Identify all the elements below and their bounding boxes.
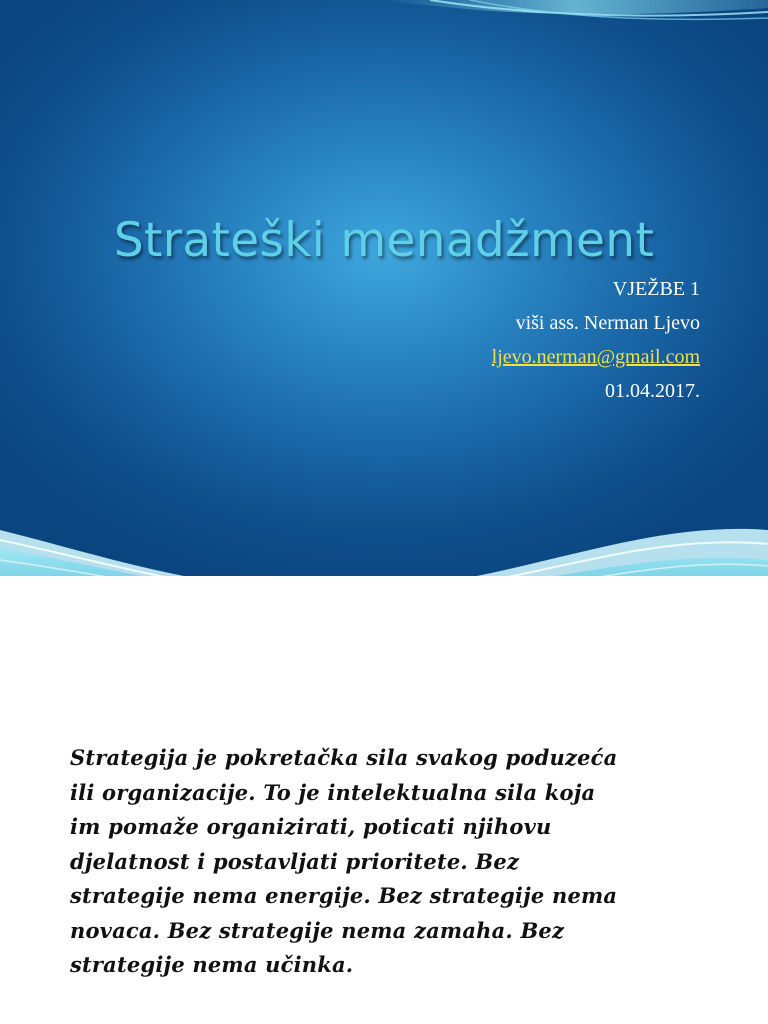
quote-line: ili organizacije. To je intelektualna sila koja — [70, 779, 596, 805]
quote-line: strategije nema učinka. — [70, 952, 354, 977]
slide-title: Strateški menadžment — [113, 212, 655, 268]
author-name: viši ass. Nerman Ljevo — [515, 312, 700, 334]
subtitle-block — [140, 272, 700, 408]
quote-line: novaca. Bez strategije nema zamaha. Bez — [70, 917, 565, 943]
text-slide — [0, 576, 768, 1024]
quote-line: Strategija je pokretačka sila svakog poduzeća — [70, 745, 618, 770]
quote-line: im pomaže organizirati, poticati njihovu — [70, 814, 552, 839]
date-text: 01.04.2017. — [605, 380, 700, 402]
quote-line: strategije nema energije. Bez strategije nema — [70, 883, 618, 908]
email-link[interactable]: ljevo.nerman@gmail.com — [491, 346, 700, 368]
quote-line: djelatnost i postavljati prioritete. Bez — [70, 848, 520, 874]
strategy-quote — [70, 741, 730, 983]
exercise-label: VJEŽBE 1 — [612, 278, 700, 300]
